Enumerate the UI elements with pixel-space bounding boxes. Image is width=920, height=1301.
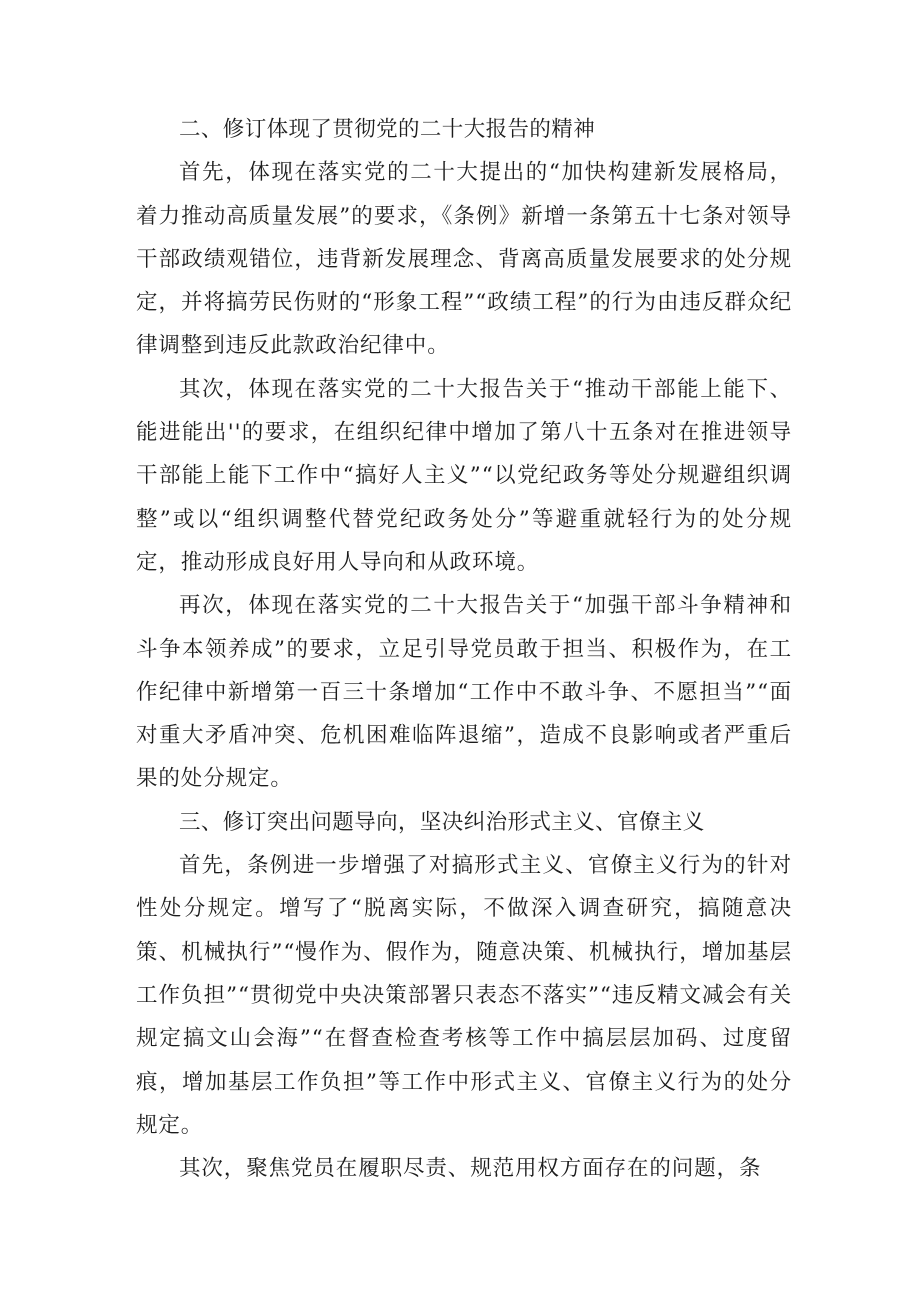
document-body [136, 108, 792, 1190]
paragraph: 其次，聚焦党员在履职尽责、规范用权方面存在的问题，条 [179, 1156, 762, 1182]
paragraph: 首先，条例进一步增强了对搞形式主义、官僚主义行为的针对性处分规定。增写了“脱离实际，不做深入调查研究，搞随意决策、机械执行”“慢作为、假作为，随意决策、机械执行，增加基层工作负担”“贯彻党中央决策部署只表态不落实”“违反精文减会有关规定搞文山会海”“在督查检查考核等工作中搞层层加码、过度留痕，增加基层工作负担”等工作中形式主义、官僚主义行为的处分规定。 [136, 853, 792, 1138]
paragraph: 其次，体现在落实党的二十大报告关于“推动干部能上能下、能进能出''的要求，在组织纪律中增加了第八十五条对在推进领导干部能上能下工作中“搞好人主义”“以党纪政务等处分规避组织调整”或以“组织调整代替党纪政务处分”等避重就轻行为的处分规定，推动形成良好用人导向和从政环境。 [136, 376, 792, 575]
paragraph: 再次，体现在落实党的二十大报告关于“加强干部斗争精神和斗争本领养成”的要求，立足引导党员敢于担当、积极作为，在工作纪律中新增第一百三十条增加“工作中不敢斗争、不愿担当”“面对重大矛盾冲突、危机困难临阵退缩”，造成不良影响或者严重后果的处分规定。 [136, 593, 792, 792]
paragraph: 首先，体现在落实党的二十大提出的“加快构建新发展格局，着力推动高质量发展”的要求，《条例》新增一条第五十七条对领导干部政绩观错位，违背新发展理念、背离高质量发展要求的处分规定，并将搞劳民伤财的“形象工程”“政绩工程”的行为由违反群众纪律调整到违反此款政治纪律中。 [136, 160, 792, 359]
section-heading-2: 二、修订体现了贯彻党的二十大报告的精神 [179, 117, 596, 142]
section-heading-3: 三、修订突出问题导向，坚决纠治形式主义、官僚主义 [179, 809, 705, 835]
